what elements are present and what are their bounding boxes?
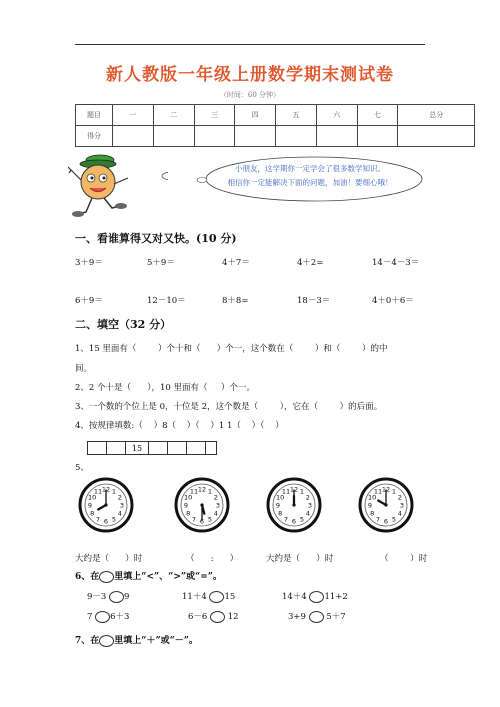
clock-center <box>384 503 387 506</box>
calc-item: 5＋9＝ <box>147 258 175 268</box>
score-cell[interactable] <box>316 126 357 147</box>
compare-left: 14＋4 <box>282 592 307 602</box>
circle-blank-icon <box>99 571 114 583</box>
calc-item: 8＋8= <box>222 296 249 306</box>
compare-right: 12 <box>227 612 239 622</box>
compare-item <box>282 590 348 603</box>
question-2: 2、2 个十是（ ），10 里面有（ ）个一。 <box>75 383 256 393</box>
clock-numeral: 2 <box>305 493 310 502</box>
clock-face <box>174 477 230 533</box>
clock-numeral: 11 <box>189 487 199 496</box>
clock-numeral: 10 <box>276 493 285 502</box>
clock-numeral: 12 <box>101 485 111 494</box>
compare-circle[interactable] <box>210 611 225 623</box>
calc-item: 6＋9＝ <box>75 296 103 306</box>
clock-numeral: 8 <box>186 509 191 518</box>
clock-numeral: 5 <box>111 515 117 524</box>
score-row-label: 得分 <box>76 126 113 147</box>
score-header-cell: 七 <box>357 105 398 126</box>
question-7-heading <box>75 633 198 647</box>
clock-center <box>292 503 295 506</box>
clock-numeral: 5 <box>207 515 213 524</box>
clock-numeral: 2 <box>397 493 402 502</box>
sequence-box[interactable] <box>106 441 126 455</box>
section1-heading: 一、看谁算得又对又快。(10 分) <box>75 232 237 245</box>
clock-face <box>266 477 322 533</box>
compare-circle[interactable] <box>309 611 324 623</box>
clock-numeral: 8 <box>90 509 95 518</box>
clock-numeral: 1 <box>207 487 213 496</box>
top-rule <box>75 44 425 45</box>
clock-numeral: 1 <box>111 487 117 496</box>
score-cell[interactable] <box>398 126 475 147</box>
question-3: 3、一个数的个位上是 0，十位是 2，这个数是（ ），它在（ ）的后面。 <box>75 402 383 412</box>
compare-left: 11＋4 <box>182 592 207 602</box>
calc-item: 18－3＝ <box>297 296 331 306</box>
compare-circle[interactable] <box>95 611 110 623</box>
clock-numeral: 3 <box>119 501 125 510</box>
compare-item <box>87 610 129 623</box>
score-cell[interactable] <box>357 126 398 147</box>
clock-numeral: 10 <box>184 493 193 502</box>
clock-numeral: 3 <box>307 501 313 510</box>
score-header-cell: 一 <box>113 105 154 126</box>
mascot-illustration <box>68 150 168 220</box>
calc-item: 14－4－3＝ <box>372 258 420 268</box>
score-cell[interactable] <box>235 126 276 147</box>
clock-numeral: 10 <box>368 493 377 502</box>
score-header-cell: 四 <box>235 105 276 126</box>
bubble-line: 小朋友，这学期你一定学会了很多数学知识。 <box>235 164 385 173</box>
clock-numeral: 12 <box>289 485 299 494</box>
clock-numeral: 9 <box>87 501 93 510</box>
score-row <box>76 126 475 147</box>
sequence-box-15: 15 <box>125 441 149 455</box>
bubble-text <box>196 162 424 190</box>
score-cell[interactable] <box>194 126 235 147</box>
time-note: （时间：60 分钟） <box>219 91 281 99</box>
q6-heading-pre: 6、在 <box>75 572 100 582</box>
compare-circle[interactable] <box>309 591 324 603</box>
compare-left: 9－3 <box>87 592 107 602</box>
compare-right: 9 <box>124 592 130 602</box>
compare-item <box>288 610 346 623</box>
score-header-cell: 题目 <box>76 105 113 126</box>
score-cell[interactable] <box>153 126 194 147</box>
question-4: 4、按规律填数:（ ）8（ ）（ ）1 1（ ）（ ） <box>75 421 284 431</box>
clock-answer: 大约是（ ）时 <box>75 554 143 564</box>
compare-item <box>87 590 129 603</box>
score-header-cell: 三 <box>194 105 235 126</box>
clock-numeral: 6 <box>291 517 297 526</box>
compare-left: 6－6 <box>188 612 208 622</box>
clock-numeral: 4 <box>305 509 310 518</box>
clock-numeral: 4 <box>213 509 218 518</box>
clock-numeral: 2 <box>213 493 218 502</box>
page-title: 新人教版一年级上册数学期末测试卷 <box>106 65 394 85</box>
question-6-heading <box>75 569 222 583</box>
calc-item: 4＋7＝ <box>222 258 250 268</box>
question-5: 5、 <box>75 463 89 473</box>
sequence-box[interactable] <box>148 441 168 455</box>
compare-right: 15 <box>224 592 236 602</box>
clock-numeral: 6 <box>383 517 389 526</box>
clock-numeral: 7 <box>375 515 381 524</box>
clock-numeral: 10 <box>88 493 97 502</box>
compare-right: 11+2 <box>324 592 348 602</box>
clock-numeral: 6 <box>103 517 109 526</box>
clock-numeral: 2 <box>117 493 122 502</box>
clock-face <box>358 477 414 533</box>
score-header-cell: 六 <box>316 105 357 126</box>
sequence-box[interactable] <box>205 441 217 455</box>
clock-numeral: 5 <box>299 515 305 524</box>
compare-right: 5＋7 <box>326 612 346 622</box>
calc-item: 4＋2= <box>297 258 324 268</box>
clock-numeral: 9 <box>183 501 189 510</box>
calc-item: 12－10＝ <box>147 296 186 306</box>
clock-face <box>78 477 134 533</box>
compare-right: 6＋3 <box>110 612 130 622</box>
clock-numeral: 11 <box>281 487 291 496</box>
clock-numeral: 11 <box>93 487 103 496</box>
clock-numeral: 7 <box>283 515 289 524</box>
clock-numeral: 7 <box>95 515 101 524</box>
clock-numeral: 8 <box>370 509 375 518</box>
clock-numeral: 9 <box>275 501 281 510</box>
clock-numeral: 3 <box>399 501 405 510</box>
clock-center <box>104 503 107 506</box>
compare-item <box>188 610 239 623</box>
clock-center <box>200 503 203 506</box>
clock-numeral: 1 <box>391 487 397 496</box>
clock-numeral: 1 <box>299 487 305 496</box>
score-header-cell: 总分 <box>398 105 475 126</box>
clock-numeral: 3 <box>215 501 221 510</box>
compare-left: 7 <box>87 612 93 622</box>
clock-numeral: 12 <box>197 485 207 494</box>
compare-circle[interactable] <box>209 591 224 603</box>
clock-answer: （ ）时 <box>380 554 428 564</box>
calc-item: 4＋0＋6＝ <box>372 296 414 306</box>
sequence-box[interactable] <box>167 441 187 455</box>
score-header-cell: 五 <box>276 105 317 126</box>
q7-heading-post: 里填上“＋”或“－”。 <box>114 636 198 646</box>
score-header-cell: 二 <box>153 105 194 126</box>
clock-numeral: 11 <box>373 487 383 496</box>
q7-heading-pre: 7、在 <box>75 636 100 646</box>
score-cell[interactable] <box>276 126 317 147</box>
question-1-line2: 间。 <box>75 364 93 374</box>
clock-numeral: 4 <box>117 509 122 518</box>
score-cell[interactable] <box>113 126 154 147</box>
circle-blank-icon <box>99 635 114 647</box>
clock-numeral: 4 <box>397 509 402 518</box>
clock-numeral: 6 <box>199 517 205 526</box>
compare-circle[interactable] <box>109 591 124 603</box>
question-1-line1: 1、15 里面有（ ）个十和（ ）个一，这个数在（ ）和（ ）的中 <box>75 344 388 354</box>
clock-numeral: 12 <box>381 485 391 494</box>
sequence-box[interactable] <box>186 441 206 455</box>
score-table <box>75 104 475 147</box>
compare-left: 3+9 <box>288 612 306 622</box>
compare-item <box>182 590 235 603</box>
clock-numeral: 5 <box>391 515 397 524</box>
clock-answer: 大约是（ ）时 <box>266 554 334 564</box>
clock-numeral: 7 <box>191 515 197 524</box>
bubble-line: 相信你一定能解决下面的问题，加油！要细心哦！ <box>227 178 393 187</box>
clock-numeral: 9 <box>367 501 373 510</box>
q6-heading-post: 里填上“<”、“>”或“=”。 <box>114 572 222 582</box>
section2-heading: 二、填空（32 分） <box>75 318 172 331</box>
score-header-row <box>76 105 475 126</box>
clock-numeral: 8 <box>278 509 283 518</box>
clock-answer: （ : ） <box>186 554 239 564</box>
calc-item: 3＋9＝ <box>75 258 103 268</box>
sequence-box[interactable] <box>87 441 107 455</box>
